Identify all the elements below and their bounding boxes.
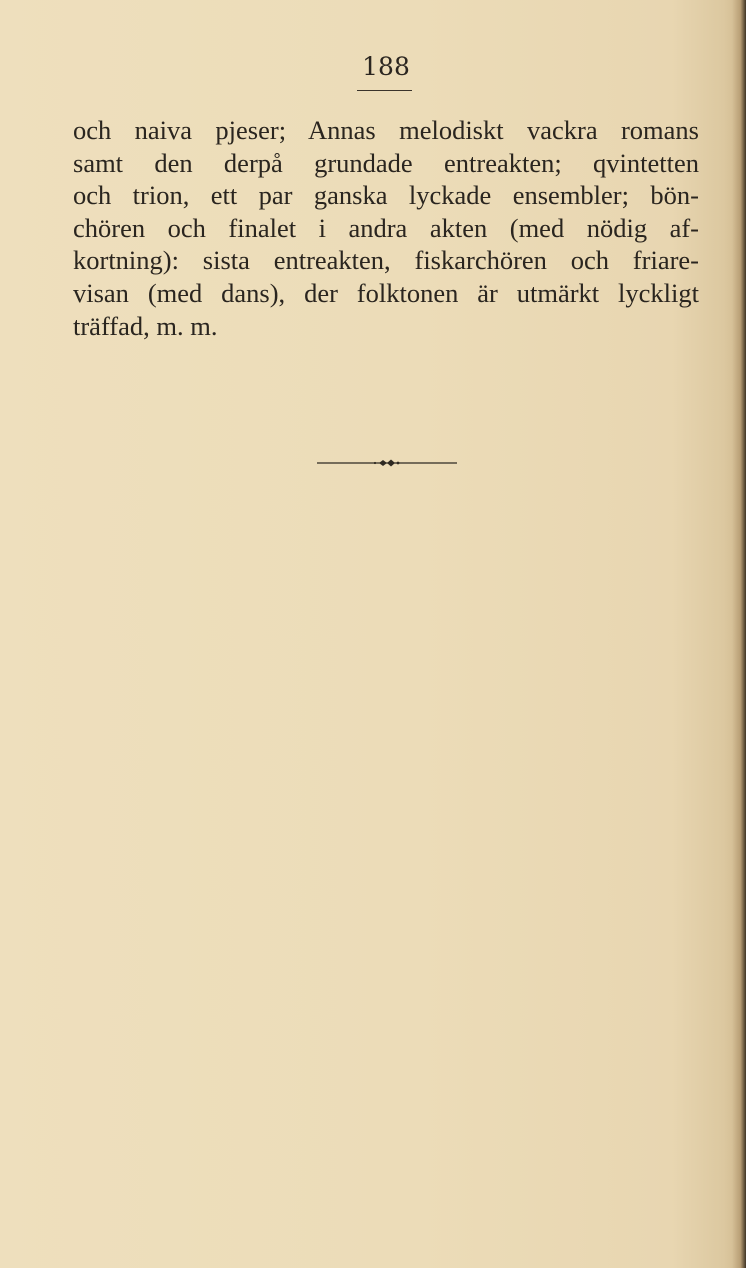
- text-line: träffad, m. m.: [73, 310, 218, 341]
- text-line: kortning): sista entreakten, fiskarchören och friare-: [73, 245, 699, 276]
- page-edge-shadow: [732, 0, 746, 1268]
- text-line: visan (med dans), der folktonen är utmärkt lyckligt: [73, 277, 699, 308]
- text-line: samt den derpå grundade entreakten; qvintetten: [73, 147, 699, 178]
- text-line: chören och finalet i andra akten (med nödig af-: [73, 212, 699, 243]
- body-paragraph: [73, 114, 699, 342]
- page-number: 188: [362, 52, 410, 81]
- text-line: och naiva pjeser; Annas melodiskt vackra romans: [73, 115, 699, 145]
- page-number-underline: [357, 90, 412, 91]
- text-line: och trion, ett par ganska lyckade ensembler; bön-: [73, 180, 699, 211]
- section-divider-ornament: [317, 458, 457, 468]
